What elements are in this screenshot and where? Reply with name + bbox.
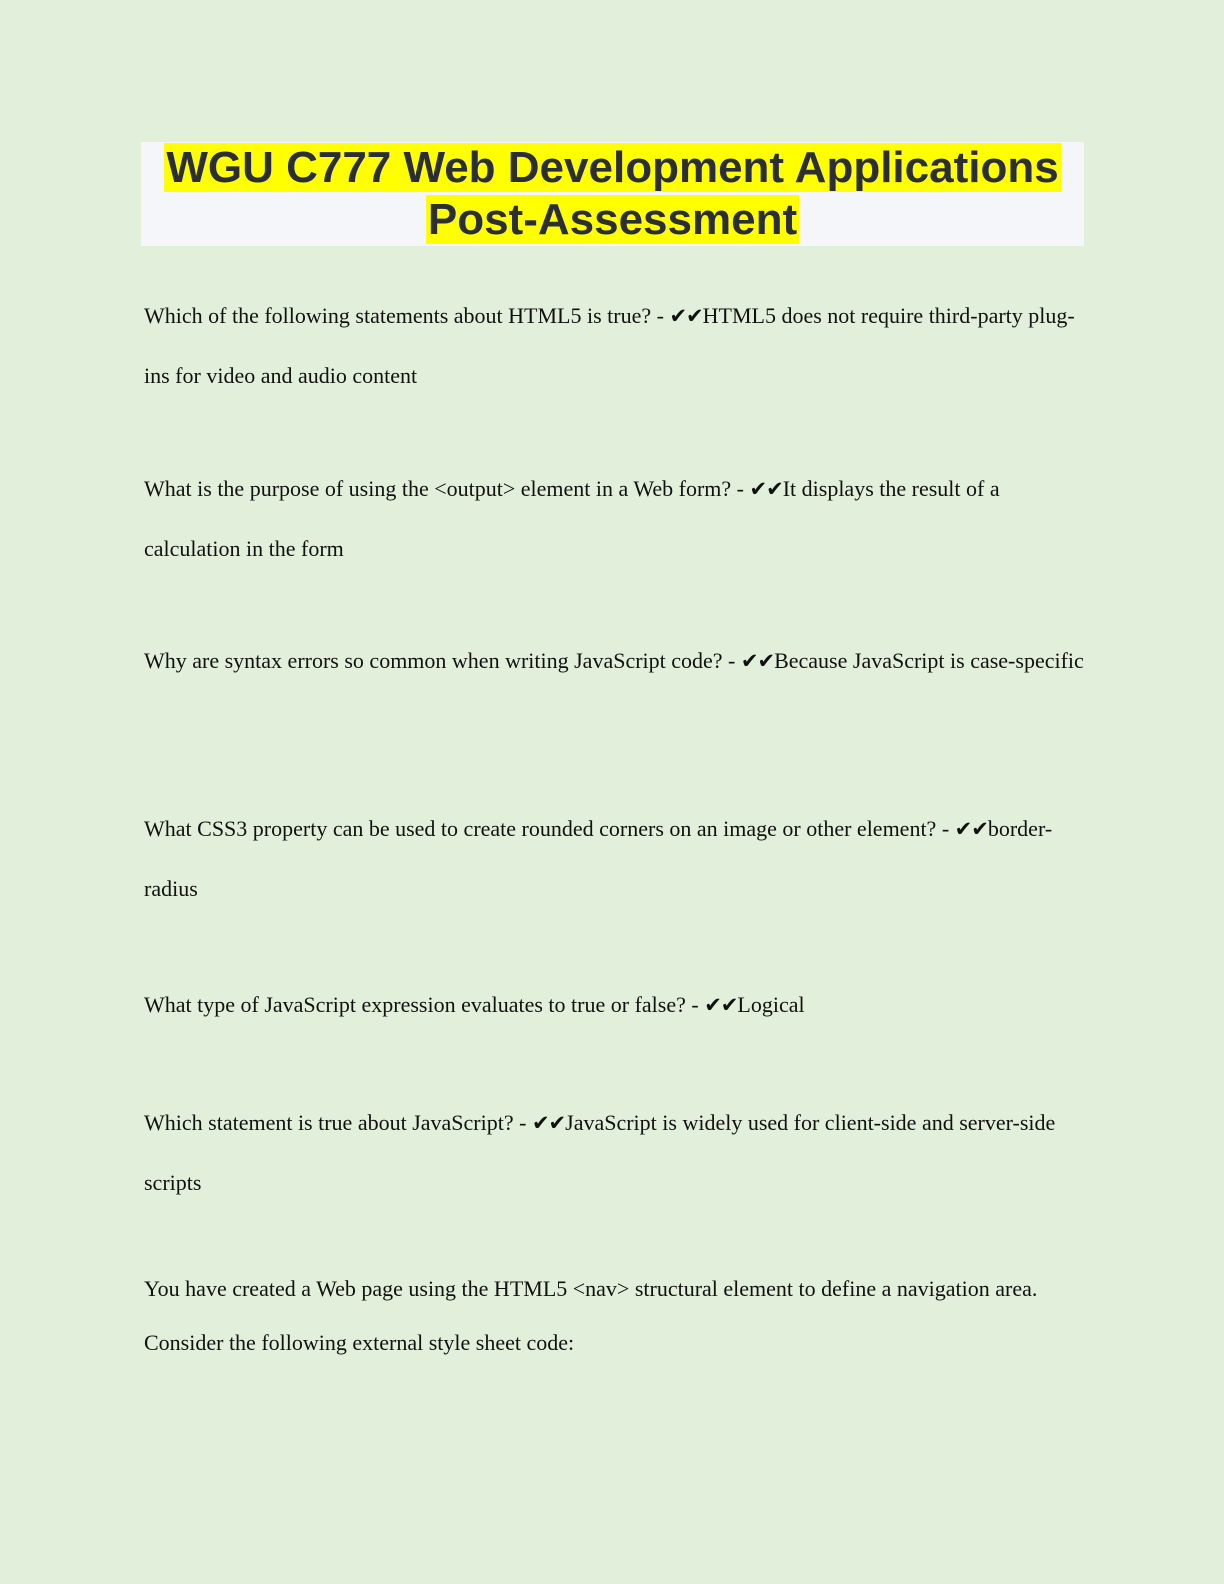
question-text: Which statement is true about JavaScript? -	[144, 1110, 532, 1135]
question-text: What CSS3 property can be used to create rounded corners on an image or other element? -	[144, 816, 955, 841]
question-text: Which of the following statements about HTML5 is true? -	[144, 303, 670, 328]
qa-item-2	[144, 459, 1084, 578]
double-check-icon: ✔✔	[669, 304, 703, 328]
question-text: What type of JavaScript expression evaluates to true or false? -	[144, 992, 705, 1017]
answer-text: HTML5 does not require third-party plug-ins for video and audio content	[144, 303, 1075, 388]
double-check-icon: ✔✔	[531, 1111, 566, 1135]
title-line-1: WGU C777 Web Development Applications	[166, 143, 1059, 192]
answer-text: Logical	[737, 992, 805, 1017]
double-check-icon: ✔✔	[740, 649, 775, 673]
final-paragraph: You have created a Web page using the HTML5 <nav> structural element to define a navigation area. Consider the following external style sheet code:	[144, 1276, 1038, 1355]
answer-text: Because JavaScript is case-specific	[774, 648, 1084, 673]
qa-item-6	[144, 1093, 1084, 1212]
qa-item-4	[144, 799, 1084, 918]
qa-item-1	[144, 286, 1084, 405]
question-text: Why are syntax errors so common when writing JavaScript code? -	[144, 648, 741, 673]
qa-item-5	[144, 975, 1084, 1035]
question-text: What is the purpose of using the <output> element in a Web form? -	[144, 476, 750, 501]
qa-item-3	[144, 631, 1084, 691]
answer-text: JavaScript is widely used for client-side and server-side scripts	[144, 1110, 1056, 1195]
double-check-icon: ✔✔	[749, 477, 783, 501]
answer-text: border-radius	[144, 816, 1053, 901]
answer-text: It displays the result of a calculation in the form	[144, 476, 1000, 561]
double-check-icon: ✔✔	[704, 993, 738, 1017]
title-line-2: Post-Assessment	[427, 195, 798, 244]
double-check-icon: ✔✔	[954, 817, 988, 841]
document-title	[141, 142, 1084, 246]
